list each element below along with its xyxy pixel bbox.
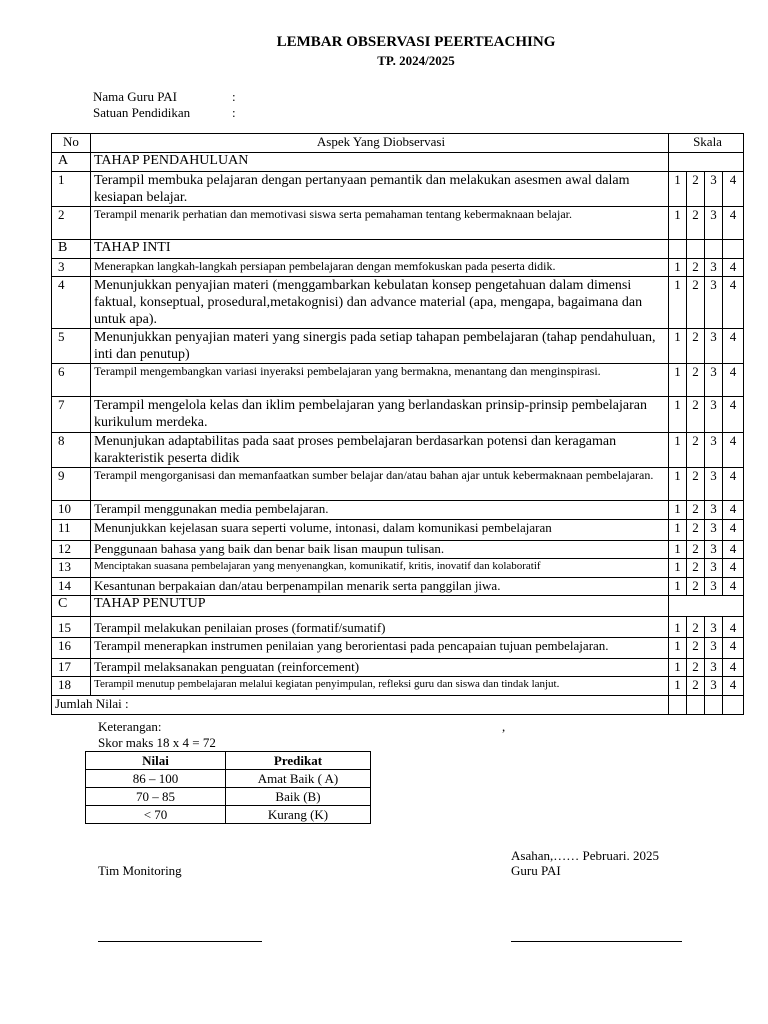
item-aspect: Terampil membuka pelajaran dengan pertanyaan pemantik dan melakukan asesmen awal dalam kesiapan belajar.: [91, 172, 669, 207]
section-row-c: [52, 596, 744, 617]
table-row: [52, 277, 744, 329]
scale-1: 1: [669, 433, 687, 468]
table-row: [52, 541, 744, 559]
scale-2: 2: [687, 559, 705, 578]
scale-4: 4: [723, 617, 744, 638]
table-header-row: [52, 134, 744, 153]
scale-3: 3: [705, 259, 723, 277]
total-label: Jumlah Nilai :: [52, 696, 669, 715]
section-c-no: C: [52, 596, 91, 617]
scale-2: 2: [687, 207, 705, 240]
item-no: 16: [52, 638, 91, 659]
item-aspect: Terampil mengorganisasi dan memanfaatkan sumber belajar dan/atau bahan ajar untuk kebermaknaan pembelajaran.: [91, 468, 669, 501]
total-score-cell: [705, 696, 723, 715]
header-nilai: Nilai: [86, 752, 226, 770]
scale-2: 2: [687, 520, 705, 541]
item-aspect: Menunjukkan kejelasan suara seperti volume, intonasi, dalam komunikasi pembelajaran: [91, 520, 669, 541]
scale-1: 1: [669, 578, 687, 596]
scale-1: 1: [669, 501, 687, 520]
scale-4: 4: [723, 397, 744, 433]
table-row: [52, 559, 744, 578]
section-row-b: [52, 240, 744, 259]
table-row: [52, 468, 744, 501]
section-a-no: A: [52, 153, 91, 172]
scale-2: 2: [687, 329, 705, 364]
scale-1: 1: [669, 172, 687, 207]
scale-4: 4: [723, 541, 744, 559]
item-aspect: Terampil melaksanakan penguatan (reinforcement): [91, 659, 669, 677]
header-skala: Skala: [669, 134, 744, 153]
scale-3: 3: [705, 559, 723, 578]
item-no: 10: [52, 501, 91, 520]
table-row: [52, 617, 744, 638]
item-no: 12: [52, 541, 91, 559]
scale-1: 1: [669, 207, 687, 240]
scale-4: 4: [723, 172, 744, 207]
item-aspect: Terampil menutup pembelajaran melalui kegiatan penyimpulan, refleksi guru dan siswa dan tindak lanjut.: [91, 677, 669, 696]
item-aspect: Terampil melakukan penilaian proses (formatif/sumatif): [91, 617, 669, 638]
table-row: [52, 578, 744, 596]
nama-guru-colon: :: [232, 89, 236, 104]
predikat-value: Baik (B): [226, 788, 371, 806]
predikat-row: [86, 788, 371, 806]
scale-2: 2: [687, 501, 705, 520]
item-aspect: Penggunaan bahasa yang baik dan benar baik lisan maupun tulisan.: [91, 541, 669, 559]
item-aspect: Menunjukkan penyajian materi (menggambarkan kebulatan konsep pengetahuan dalam dimensi faktual, konseptual, prosedural,metakognisi) dan advance material (apa, mengapa, bagaimana dan untuk apa).: [91, 277, 669, 329]
place-date: Asahan,…… Pebruari. 2025: [511, 848, 660, 863]
scale-4: 4: [723, 501, 744, 520]
section-b-scale-empty: [723, 240, 744, 259]
table-row: [52, 638, 744, 659]
scale-2: 2: [687, 638, 705, 659]
item-no: 9: [52, 468, 91, 501]
scale-1: 1: [669, 364, 687, 397]
scale-4: 4: [723, 659, 744, 677]
scale-2: 2: [687, 433, 705, 468]
section-b-scale-empty: [687, 240, 705, 259]
item-aspect: Menunjukkan penyajian materi yang sinergis pada setiap tahapan pembelajaran (tahap pendahuluan, inti dan penutup): [91, 329, 669, 364]
scale-4: 4: [723, 277, 744, 329]
scale-3: 3: [705, 277, 723, 329]
predikat-value: Amat Baik ( A): [226, 770, 371, 788]
item-no: 18: [52, 677, 91, 696]
item-no: 15: [52, 617, 91, 638]
item-aspect: Terampil menggunakan media pembelajaran.: [91, 501, 669, 520]
section-b-scale-empty: [705, 240, 723, 259]
item-no: 1: [52, 172, 91, 207]
item-no: 14: [52, 578, 91, 596]
table-row: [52, 364, 744, 397]
predikat-row: [86, 770, 371, 788]
scale-2: 2: [687, 617, 705, 638]
item-aspect: Terampil mengelola kelas dan iklim pembelajaran yang berlandaskan prinsip-prinsip pembelajaran kurikulum merdeka.: [91, 397, 669, 433]
scale-4: 4: [723, 520, 744, 541]
section-c-scale-empty: [669, 596, 744, 617]
signature-right-title: Guru PAI: [511, 863, 561, 878]
scale-2: 2: [687, 578, 705, 596]
scale-3: 3: [705, 659, 723, 677]
table-row: [52, 259, 744, 277]
scale-3: 3: [705, 541, 723, 559]
scale-3: 3: [705, 638, 723, 659]
keterangan-comma: ,: [502, 719, 506, 734]
scale-2: 2: [687, 659, 705, 677]
item-no: 7: [52, 397, 91, 433]
section-b-label: TAHAP INTI: [91, 240, 669, 259]
satuan-pendidikan-label: Satuan Pendidikan: [93, 105, 191, 120]
skor-maks: Skor maks 18 x 4 = 72: [98, 735, 216, 750]
table-row: [52, 172, 744, 207]
scale-2: 2: [687, 259, 705, 277]
item-no: 11: [52, 520, 91, 541]
scale-1: 1: [669, 397, 687, 433]
header-predikat: Predikat: [226, 752, 371, 770]
table-row: [52, 397, 744, 433]
table-row: [52, 433, 744, 468]
total-row: [52, 696, 744, 715]
observation-table: [51, 133, 744, 715]
scale-3: 3: [705, 172, 723, 207]
document-title: LEMBAR OBSERVASI PEERTEACHING: [276, 34, 556, 50]
table-row: [52, 659, 744, 677]
table-row: [52, 329, 744, 364]
section-b-scale-empty: [669, 240, 687, 259]
item-no: 8: [52, 433, 91, 468]
scale-1: 1: [669, 329, 687, 364]
total-score-cell: [723, 696, 744, 715]
item-no: 2: [52, 207, 91, 240]
scale-2: 2: [687, 172, 705, 207]
scale-2: 2: [687, 397, 705, 433]
scale-3: 3: [705, 433, 723, 468]
scale-3: 3: [705, 364, 723, 397]
scale-3: 3: [705, 207, 723, 240]
document-subtitle: TP. 2024/2025: [377, 53, 455, 68]
scale-4: 4: [723, 468, 744, 501]
header-aspek: Aspek Yang Diobservasi: [91, 134, 669, 153]
item-aspect: Kesantunan berpakaian dan/atau berpenampilan menarik serta panggilan jiwa.: [91, 578, 669, 596]
scale-1: 1: [669, 468, 687, 501]
predikat-value: Kurang (K): [226, 806, 371, 824]
section-a-label: TAHAP PENDAHULUAN: [91, 153, 669, 172]
header-no: No: [52, 134, 91, 153]
table-row: [52, 677, 744, 696]
scale-4: 4: [723, 578, 744, 596]
scale-4: 4: [723, 329, 744, 364]
predikat-table: [85, 751, 371, 824]
scale-1: 1: [669, 659, 687, 677]
item-no: 17: [52, 659, 91, 677]
scale-1: 1: [669, 559, 687, 578]
signature-line-right: [511, 941, 682, 942]
item-no: 3: [52, 259, 91, 277]
item-aspect: Terampil menarik perhatian dan memotivasi siswa serta pemahaman tentang kebermaknaan belajar.: [91, 207, 669, 240]
signature-left-title: Tim Monitoring: [98, 863, 182, 878]
nilai-range: < 70: [86, 806, 226, 824]
scale-1: 1: [669, 677, 687, 696]
scale-2: 2: [687, 677, 705, 696]
item-no: 4: [52, 277, 91, 329]
item-aspect: Terampil mengembangkan variasi inyeraksi pembelajaran yang bermakna, menantang dan menginspirasi.: [91, 364, 669, 397]
item-aspect: Terampil menerapkan instrumen penilaian yang berorientasi pada pencapaian tujuan pembelajaran.: [91, 638, 669, 659]
scale-4: 4: [723, 364, 744, 397]
total-score-cell: [687, 696, 705, 715]
keterangan-label: Keterangan:: [98, 719, 162, 734]
scale-3: 3: [705, 329, 723, 364]
section-a-scale-empty: [669, 153, 744, 172]
scale-3: 3: [705, 501, 723, 520]
table-row: [52, 207, 744, 240]
scale-1: 1: [669, 638, 687, 659]
scale-1: 1: [669, 259, 687, 277]
scale-4: 4: [723, 559, 744, 578]
nilai-range: 70 – 85: [86, 788, 226, 806]
total-score-cell: [669, 696, 687, 715]
item-no: 6: [52, 364, 91, 397]
section-b-no: B: [52, 240, 91, 259]
satuan-pendidikan-colon: :: [232, 105, 236, 120]
predikat-row: [86, 806, 371, 824]
table-row: [52, 501, 744, 520]
signature-line-left: [98, 941, 262, 942]
scale-3: 3: [705, 397, 723, 433]
nilai-range: 86 – 100: [86, 770, 226, 788]
section-row-a: [52, 153, 744, 172]
scale-2: 2: [687, 364, 705, 397]
scale-1: 1: [669, 520, 687, 541]
scale-2: 2: [687, 541, 705, 559]
item-aspect: Menunjukan adaptabilitas pada saat proses pembelajaran berdasarkan potensi dan keragaman karakteristik peserta didik: [91, 433, 669, 468]
scale-4: 4: [723, 677, 744, 696]
scale-4: 4: [723, 207, 744, 240]
scale-2: 2: [687, 468, 705, 501]
table-row: [52, 520, 744, 541]
predikat-header-row: [86, 752, 371, 770]
scale-3: 3: [705, 520, 723, 541]
scale-3: 3: [705, 578, 723, 596]
scale-3: 3: [705, 617, 723, 638]
scale-4: 4: [723, 433, 744, 468]
item-no: 13: [52, 559, 91, 578]
scale-1: 1: [669, 277, 687, 329]
scale-3: 3: [705, 468, 723, 501]
scale-2: 2: [687, 277, 705, 329]
section-c-label: TAHAP PENUTUP: [91, 596, 669, 617]
item-aspect: Menciptakan suasana pembelajaran yang menyenangkan, komunikatif, kritis, inovatif dan kolaboratif: [91, 559, 669, 578]
scale-1: 1: [669, 617, 687, 638]
item-no: 5: [52, 329, 91, 364]
item-aspect: Menerapkan langkah-langkah persiapan pembelajaran dengan memfokuskan pada peserta didik.: [91, 259, 669, 277]
scale-4: 4: [723, 259, 744, 277]
scale-4: 4: [723, 638, 744, 659]
nama-guru-label: Nama Guru PAI: [93, 89, 178, 104]
scale-3: 3: [705, 677, 723, 696]
scale-1: 1: [669, 541, 687, 559]
